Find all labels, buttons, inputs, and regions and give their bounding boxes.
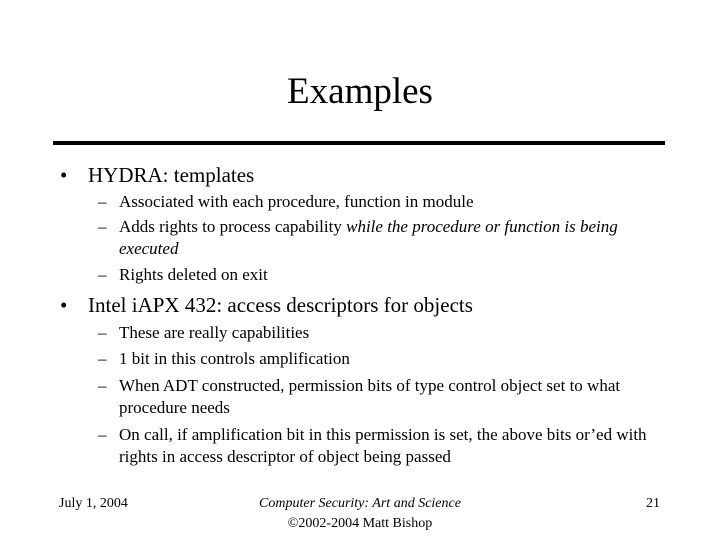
sub-item [98, 424, 678, 468]
sub-item [98, 348, 678, 370]
footer-course-title-text: Computer Security: Art and Science [259, 496, 461, 511]
sub-item-text: When ADT constructed, permission bits of type control object set to what procedure needs [119, 376, 621, 417]
sub-item-text: 1 bit in this controls amplification [119, 349, 350, 368]
dash-icon: – [98, 425, 107, 444]
sub-item-text: Associated with each procedure, function in module [119, 192, 474, 211]
dash-icon: – [98, 265, 107, 284]
footer-page-number: 21 [646, 496, 660, 511]
sub-item-text: On call, if amplification bit in this permission is set, the above bits or’ed with rights in access descriptor of object being passed [119, 425, 647, 466]
sub-item [98, 191, 678, 213]
dash-icon: – [98, 349, 107, 368]
sub-item [98, 322, 678, 344]
bullet-text: Intel iAPX 432: access descriptors for objects [88, 293, 473, 317]
footer-copyright: ©2002-2004 Matt Bishop [287, 516, 433, 531]
sub-item [98, 375, 678, 419]
dash-icon: – [98, 323, 107, 342]
sub-item-text-italic: while the procedure or function is being executed [119, 217, 618, 258]
footer-date: July 1, 2004 [59, 496, 128, 511]
bullet-icon: • [60, 163, 68, 187]
footer-center [210, 494, 510, 534]
slide-title: Examples [287, 71, 433, 112]
sub-item [98, 216, 678, 260]
dash-icon: – [98, 192, 107, 211]
bullet-text: HYDRA: templates [88, 163, 255, 187]
dash-icon: – [98, 217, 107, 236]
sub-item-text: These are really capabilities [119, 323, 310, 342]
sub-item [98, 264, 678, 286]
sub-item-text: Rights deleted on exit [119, 265, 268, 284]
footer-course-title [210, 494, 510, 514]
sub-item-text [119, 216, 678, 260]
title-divider [53, 141, 665, 145]
sub-item-text-plain: Adds rights to process capability [119, 217, 347, 236]
dash-icon: – [98, 376, 107, 395]
bullet-icon: • [60, 293, 68, 317]
